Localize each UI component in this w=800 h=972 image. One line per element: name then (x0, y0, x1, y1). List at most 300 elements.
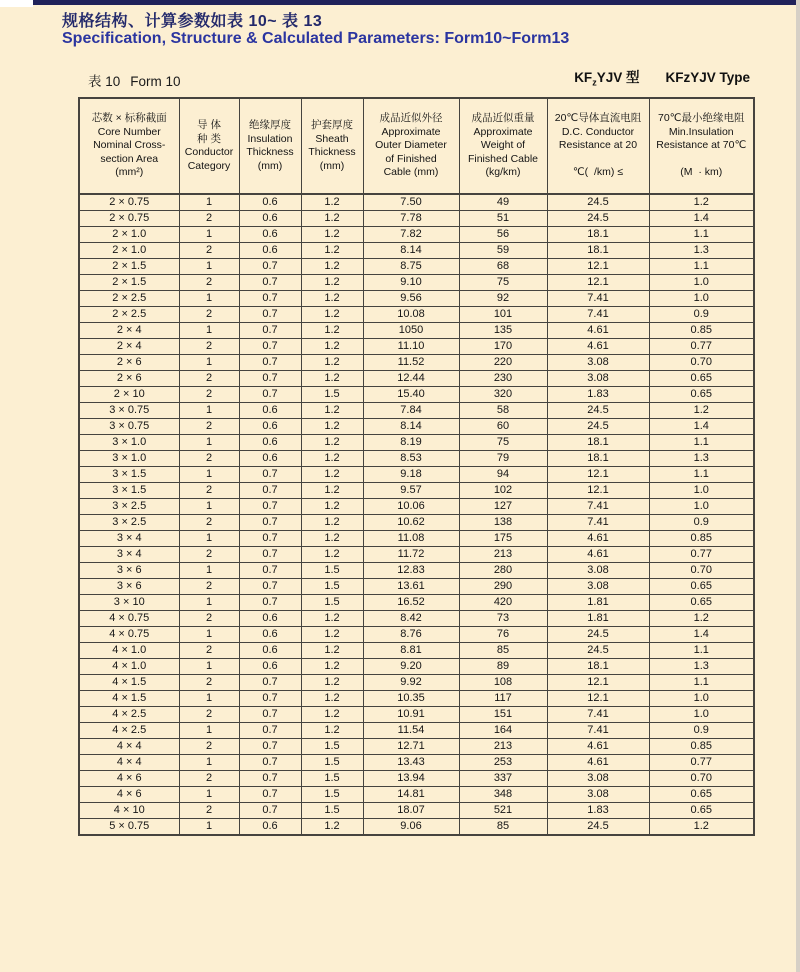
spec-cell: 12.83 (363, 563, 459, 579)
spec-cell: 1.2 (301, 227, 363, 243)
spec-cell: 0.7 (239, 563, 301, 579)
spec-cell: 2 (179, 611, 239, 627)
spec-cell: 1.2 (649, 403, 754, 419)
spec-cell: 1 (179, 723, 239, 739)
spec-cell: 1.3 (649, 243, 754, 259)
spec-cell: 2 × 2.5 (79, 307, 179, 323)
spec-cell: 0.7 (239, 483, 301, 499)
spec-row (79, 579, 754, 595)
spec-cell: 1.2 (301, 659, 363, 675)
spec-cell: 18.1 (547, 243, 649, 259)
spec-cell: 0.7 (239, 707, 301, 723)
spec-cell: 4 × 10 (79, 803, 179, 819)
spec-cell: 4 × 0.75 (79, 611, 179, 627)
spec-row (79, 771, 754, 787)
spec-cell: 1.5 (301, 387, 363, 403)
form-label (88, 70, 181, 90)
spec-cell: 1.2 (301, 403, 363, 419)
spec-cell: 1.2 (301, 499, 363, 515)
spec-cell: 1.2 (301, 643, 363, 659)
spec-cell: 3 × 0.75 (79, 419, 179, 435)
spec-cell: 3.08 (547, 579, 649, 595)
spec-cell: 0.6 (239, 211, 301, 227)
spec-cell: 1.2 (301, 483, 363, 499)
spec-cell: 2 × 0.75 (79, 194, 179, 211)
spec-cell: 1.2 (301, 627, 363, 643)
spec-cell: 13.43 (363, 755, 459, 771)
spec-cell: 0.7 (239, 771, 301, 787)
spec-cell: 0.65 (649, 371, 754, 387)
spec-cell: 1.1 (649, 435, 754, 451)
col-header-sheath-thickness: 护套厚度 Sheath Thickness (mm) (301, 98, 363, 194)
spec-cell: 12.1 (547, 275, 649, 291)
spec-cell: 0.7 (239, 307, 301, 323)
spec-cell: 2 × 6 (79, 371, 179, 387)
spec-cell: 8.19 (363, 435, 459, 451)
spec-cell: 7.50 (363, 194, 459, 211)
spec-cell: 2 × 6 (79, 355, 179, 371)
spec-cell: 9.57 (363, 483, 459, 499)
spec-cell: 0.7 (239, 675, 301, 691)
spec-cell: 1.83 (547, 387, 649, 403)
spec-cell: 2 (179, 419, 239, 435)
spec-cell: 1 (179, 435, 239, 451)
spec-cell: 2 × 1.0 (79, 243, 179, 259)
spec-cell: 1.5 (301, 595, 363, 611)
spec-cell: 138 (459, 515, 547, 531)
spec-cell: 1 (179, 659, 239, 675)
spec-cell: 4 × 2.5 (79, 707, 179, 723)
spec-cell: 0.6 (239, 659, 301, 675)
spec-cell: 92 (459, 291, 547, 307)
spec-cell: 16.52 (363, 595, 459, 611)
spec-cell: 0.6 (239, 243, 301, 259)
spec-cell: 3 × 1.0 (79, 435, 179, 451)
spec-cell: 1.2 (301, 275, 363, 291)
spec-cell: 4 × 6 (79, 787, 179, 803)
spec-cell: 0.7 (239, 787, 301, 803)
spec-cell: 2 (179, 771, 239, 787)
spec-cell: 1.0 (649, 691, 754, 707)
spec-cell: 2 × 0.75 (79, 211, 179, 227)
spec-row (79, 675, 754, 691)
spec-cell: 0.6 (239, 451, 301, 467)
spec-cell: 1.2 (301, 707, 363, 723)
spec-cell: 1.3 (649, 451, 754, 467)
spec-cell: 0.9 (649, 307, 754, 323)
spec-cell: 24.5 (547, 403, 649, 419)
spec-cell: 2 (179, 387, 239, 403)
spec-cell: 0.7 (239, 515, 301, 531)
spec-cell: 75 (459, 435, 547, 451)
spec-cell: 13.94 (363, 771, 459, 787)
spec-cell: 8.75 (363, 259, 459, 275)
spec-cell: 1050 (363, 323, 459, 339)
spec-cell: 7.41 (547, 499, 649, 515)
spec-cell: 0.65 (649, 787, 754, 803)
spec-cell: 1 (179, 194, 239, 211)
spec-cell: 0.7 (239, 339, 301, 355)
spec-cell: 230 (459, 371, 547, 387)
spec-cell: 1.0 (649, 483, 754, 499)
spec-cell: 1.2 (301, 194, 363, 211)
spec-cell: 2 × 4 (79, 339, 179, 355)
spec-cell: 3 × 4 (79, 547, 179, 563)
spec-cell: 348 (459, 787, 547, 803)
spec-cell: 0.85 (649, 739, 754, 755)
spec-cell: 2 × 1.0 (79, 227, 179, 243)
spec-row (79, 803, 754, 819)
spec-cell: 1.3 (649, 659, 754, 675)
spec-cell: 56 (459, 227, 547, 243)
spec-cell: 1.81 (547, 611, 649, 627)
spec-cell: 1.2 (649, 611, 754, 627)
spec-cell: 4.61 (547, 531, 649, 547)
spec-row (79, 194, 754, 211)
spec-row (79, 243, 754, 259)
spec-cell: 1 (179, 499, 239, 515)
spec-cell: 117 (459, 691, 547, 707)
spec-cell: 151 (459, 707, 547, 723)
spec-cell: 85 (459, 643, 547, 659)
spec-cell: 2 × 4 (79, 323, 179, 339)
spec-cell: 7.84 (363, 403, 459, 419)
spec-cell: 420 (459, 595, 547, 611)
spec-cell: 0.6 (239, 227, 301, 243)
spec-row (79, 563, 754, 579)
spec-cell: 2 × 1.5 (79, 275, 179, 291)
spec-cell: 11.10 (363, 339, 459, 355)
spec-cell: 1 (179, 403, 239, 419)
spec-cell: 0.6 (239, 419, 301, 435)
spec-cell: 1.2 (301, 819, 363, 836)
col-header-dc-resistance: 20℃导体直流电阻 D.C. Conductor Resistance at 20 ℃( /km) ≤ (547, 98, 649, 194)
spec-cell: 2 (179, 275, 239, 291)
spec-cell: 1.2 (301, 723, 363, 739)
spec-cell: 11.52 (363, 355, 459, 371)
spec-cell: 0.7 (239, 755, 301, 771)
spec-cell: 9.20 (363, 659, 459, 675)
form-label-zh: 表 10 (88, 74, 121, 89)
spec-cell: 12.1 (547, 259, 649, 275)
spec-row (79, 819, 754, 836)
spec-cell: 76 (459, 627, 547, 643)
spec-cell: 2 × 10 (79, 387, 179, 403)
spec-cell: 0.65 (649, 595, 754, 611)
spec-row (79, 339, 754, 355)
spec-cell: 0.70 (649, 355, 754, 371)
spec-cell: 24.5 (547, 627, 649, 643)
spec-cell: 1.5 (301, 803, 363, 819)
spec-cell: 1.2 (301, 211, 363, 227)
spec-cell: 0.7 (239, 739, 301, 755)
spec-cell: 12.1 (547, 467, 649, 483)
spec-cell: 0.77 (649, 547, 754, 563)
spec-cell: 1.1 (649, 259, 754, 275)
spec-cell: 2 (179, 243, 239, 259)
spec-row (79, 707, 754, 723)
spec-cell: 0.6 (239, 403, 301, 419)
spec-cell: 0.9 (649, 515, 754, 531)
spec-cell: 1.2 (301, 371, 363, 387)
spec-row (79, 435, 754, 451)
col-header-conductor-category: 导 体 种 类 Conductor Category (179, 98, 239, 194)
spec-cell: 10.06 (363, 499, 459, 515)
spec-cell: 13.61 (363, 579, 459, 595)
spec-cell: 1 (179, 595, 239, 611)
spec-cell: 7.41 (547, 723, 649, 739)
spec-cell: 3 × 1.5 (79, 467, 179, 483)
spec-cell: 18.1 (547, 435, 649, 451)
spec-cell: 4 × 1.0 (79, 643, 179, 659)
spec-cell: 1.1 (649, 643, 754, 659)
spec-cell: 4 × 1.5 (79, 691, 179, 707)
spec-cell: 1 (179, 531, 239, 547)
spec-cell: 10.08 (363, 307, 459, 323)
page-corner-blank (0, 0, 33, 7)
spec-cell: 0.7 (239, 259, 301, 275)
spec-row (79, 451, 754, 467)
spec-cell: 1.2 (301, 291, 363, 307)
spec-cell: 2 (179, 643, 239, 659)
spec-cell: 0.7 (239, 691, 301, 707)
spec-cell: 0.6 (239, 611, 301, 627)
spec-cell: 59 (459, 243, 547, 259)
specification-table-header (79, 98, 754, 194)
spec-cell: 1.5 (301, 787, 363, 803)
spec-cell: 0.85 (649, 323, 754, 339)
spec-cell: 1.0 (649, 499, 754, 515)
spec-cell: 4 × 6 (79, 771, 179, 787)
spec-cell: 1.2 (301, 515, 363, 531)
spec-row (79, 211, 754, 227)
page-title-en: Specification, Structure & Calculated Parameters: Form10~Form13 (62, 30, 570, 47)
spec-cell: 1.2 (301, 243, 363, 259)
spec-cell: 7.41 (547, 291, 649, 307)
spec-row (79, 355, 754, 371)
spec-cell: 0.7 (239, 387, 301, 403)
spec-row (79, 691, 754, 707)
spec-cell: 2 (179, 371, 239, 387)
spec-cell: 102 (459, 483, 547, 499)
spec-cell: 1.2 (301, 339, 363, 355)
spec-cell: 18.1 (547, 227, 649, 243)
spec-cell: 1.1 (649, 675, 754, 691)
spec-cell: 320 (459, 387, 547, 403)
spec-cell: 2 (179, 211, 239, 227)
spec-cell: 1 (179, 467, 239, 483)
spec-cell: 2 (179, 739, 239, 755)
spec-row (79, 611, 754, 627)
spec-cell: 1.81 (547, 595, 649, 611)
spec-row (79, 323, 754, 339)
spec-cell: 94 (459, 467, 547, 483)
spec-cell: 0.65 (649, 387, 754, 403)
spec-cell: 3.08 (547, 771, 649, 787)
spec-cell: 2 (179, 579, 239, 595)
spec-cell: 12.71 (363, 739, 459, 755)
spec-cell: 1.2 (301, 435, 363, 451)
spec-cell: 1 (179, 355, 239, 371)
spec-cell: 9.10 (363, 275, 459, 291)
spec-cell: 337 (459, 771, 547, 787)
spec-cell: 127 (459, 499, 547, 515)
spec-cell: 24.5 (547, 819, 649, 836)
spec-cell: 18.1 (547, 659, 649, 675)
spec-cell: 18.1 (547, 451, 649, 467)
spec-row (79, 371, 754, 387)
spec-cell: 3 × 1.5 (79, 483, 179, 499)
spec-cell: 0.7 (239, 291, 301, 307)
spec-cell: 1.4 (649, 211, 754, 227)
spec-cell: 0.7 (239, 355, 301, 371)
spec-cell: 2 (179, 707, 239, 723)
spec-cell: 0.9 (649, 723, 754, 739)
spec-cell: 7.41 (547, 707, 649, 723)
spec-cell: 101 (459, 307, 547, 323)
spec-cell: 1 (179, 291, 239, 307)
spec-cell: 7.82 (363, 227, 459, 243)
spec-cell: 10.91 (363, 707, 459, 723)
spec-cell: 4 × 2.5 (79, 723, 179, 739)
spec-cell: 3 × 2.5 (79, 499, 179, 515)
spec-cell: 3 × 10 (79, 595, 179, 611)
spec-cell: 1 (179, 259, 239, 275)
form-label-en: Form 10 (130, 74, 181, 89)
spec-cell: 0.6 (239, 819, 301, 836)
spec-row (79, 307, 754, 323)
spec-cell: 3 × 6 (79, 579, 179, 595)
spec-row (79, 531, 754, 547)
spec-cell: 290 (459, 579, 547, 595)
spec-cell: 7.41 (547, 307, 649, 323)
spec-cell: 18.07 (363, 803, 459, 819)
spec-cell: 0.6 (239, 627, 301, 643)
spec-row (79, 787, 754, 803)
spec-cell: 4 × 4 (79, 755, 179, 771)
spec-cell: 2 (179, 483, 239, 499)
spec-cell: 2 (179, 515, 239, 531)
spec-row (79, 403, 754, 419)
spec-row (79, 499, 754, 515)
spec-cell: 213 (459, 547, 547, 563)
spec-cell: 170 (459, 339, 547, 355)
spec-cell: 9.18 (363, 467, 459, 483)
spec-cell: 24.5 (547, 194, 649, 211)
spec-cell: 4 × 1.0 (79, 659, 179, 675)
spec-cell: 1 (179, 691, 239, 707)
spec-cell: 15.40 (363, 387, 459, 403)
spec-cell: 213 (459, 739, 547, 755)
spec-cell: 8.81 (363, 643, 459, 659)
spec-cell: 1.2 (649, 194, 754, 211)
spec-cell: 253 (459, 755, 547, 771)
spec-cell: 24.5 (547, 211, 649, 227)
spec-cell: 1 (179, 563, 239, 579)
spec-cell: 521 (459, 803, 547, 819)
spec-cell: 1 (179, 227, 239, 243)
spec-cell: 1.1 (649, 227, 754, 243)
spec-cell: 1.0 (649, 275, 754, 291)
spec-cell: 1.1 (649, 467, 754, 483)
spec-row (79, 627, 754, 643)
spec-cell: 3.08 (547, 355, 649, 371)
spec-cell: 175 (459, 531, 547, 547)
spec-cell: 1.4 (649, 627, 754, 643)
spec-cell: 8.14 (363, 243, 459, 259)
spec-cell: 8.42 (363, 611, 459, 627)
spec-row (79, 515, 754, 531)
spec-cell: 4 × 0.75 (79, 627, 179, 643)
spec-cell: 220 (459, 355, 547, 371)
spec-cell: 1 (179, 323, 239, 339)
header-row (79, 98, 754, 194)
spec-cell: 8.14 (363, 419, 459, 435)
spec-cell: 2 (179, 339, 239, 355)
spec-cell: 85 (459, 819, 547, 836)
spec-cell: 108 (459, 675, 547, 691)
spec-cell: 1.2 (301, 323, 363, 339)
spec-cell: 1 (179, 755, 239, 771)
spec-cell: 135 (459, 323, 547, 339)
spec-cell: 0.7 (239, 803, 301, 819)
spec-cell: 3.08 (547, 563, 649, 579)
spec-row (79, 227, 754, 243)
spec-cell: 3 × 2.5 (79, 515, 179, 531)
spec-cell: 3 × 6 (79, 563, 179, 579)
spec-cell: 75 (459, 275, 547, 291)
page-right-edge (796, 0, 800, 972)
spec-cell: 0.7 (239, 467, 301, 483)
spec-cell: 1.2 (649, 819, 754, 836)
spec-row (79, 419, 754, 435)
spec-cell: 1.83 (547, 803, 649, 819)
spec-cell: 58 (459, 403, 547, 419)
spec-cell: 4.61 (547, 323, 649, 339)
spec-cell: 51 (459, 211, 547, 227)
spec-cell: 9.92 (363, 675, 459, 691)
spec-cell: 4.61 (547, 547, 649, 563)
spec-cell: 2 (179, 451, 239, 467)
spec-cell: 14.81 (363, 787, 459, 803)
spec-cell: 0.7 (239, 595, 301, 611)
spec-row (79, 739, 754, 755)
spec-cell: 8.53 (363, 451, 459, 467)
spec-cell: 0.77 (649, 755, 754, 771)
spec-cell: 1.0 (649, 707, 754, 723)
spec-cell: 0.65 (649, 579, 754, 595)
spec-cell: 1.5 (301, 563, 363, 579)
spec-cell: 4.61 (547, 755, 649, 771)
spec-cell: 89 (459, 659, 547, 675)
spec-cell: 1.5 (301, 771, 363, 787)
spec-row (79, 723, 754, 739)
spec-row (79, 275, 754, 291)
spec-cell: 0.65 (649, 803, 754, 819)
spec-row (79, 643, 754, 659)
spec-row (79, 467, 754, 483)
spec-cell: 2 × 2.5 (79, 291, 179, 307)
spec-cell: 3.08 (547, 371, 649, 387)
spec-cell: 10.62 (363, 515, 459, 531)
spec-cell: 60 (459, 419, 547, 435)
spec-cell: 0.70 (649, 771, 754, 787)
spec-cell: 0.85 (649, 531, 754, 547)
spec-cell: 10.35 (363, 691, 459, 707)
spec-cell: 1.5 (301, 579, 363, 595)
spec-cell: 1.2 (301, 451, 363, 467)
spec-cell: 3.08 (547, 787, 649, 803)
